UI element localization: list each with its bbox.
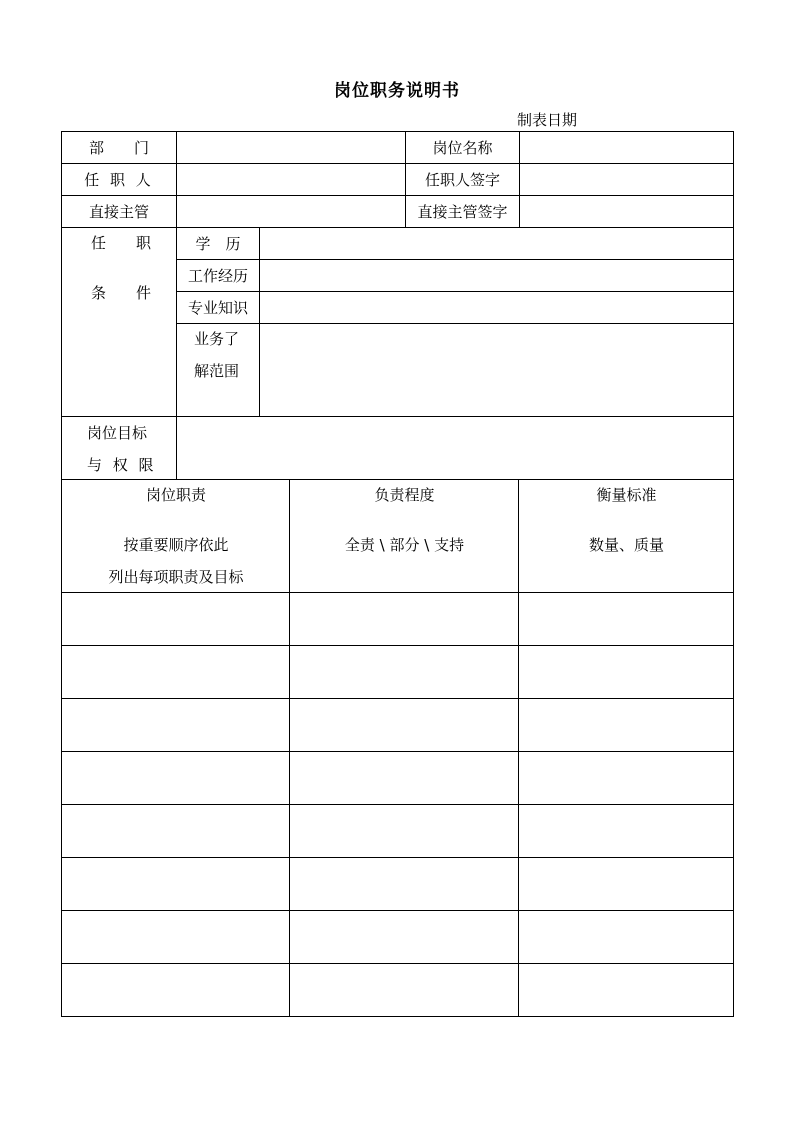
duty-row-2-responsibility[interactable] [62, 646, 290, 699]
business-scope-label-line1: 业务了 [194, 330, 240, 348]
duty-row-3-responsibility[interactable] [62, 699, 290, 752]
incumbent-sign-field[interactable] [520, 164, 734, 196]
goals-label-line1: 岗位目标 [87, 424, 148, 442]
duty-row-5-responsibility[interactable] [62, 805, 290, 858]
department-field[interactable] [177, 132, 406, 164]
work-experience-label [177, 260, 260, 292]
duty-row-7-responsibility[interactable] [62, 911, 290, 964]
duty-row-1-standard[interactable] [519, 593, 734, 646]
incumbent-label-text: 任 职 人 [84, 170, 154, 189]
duty-row-1-responsibility[interactable] [62, 593, 290, 646]
duties-header-col3 [519, 480, 734, 593]
duty-row-8-standard[interactable] [519, 964, 734, 1017]
qualifications-label-line2: 条 件 [91, 284, 152, 302]
supervisor-label [62, 196, 177, 228]
duties-col1-note-line1: 按重要顺序依此 [123, 536, 229, 554]
duty-row-2-standard[interactable] [519, 646, 734, 699]
duty-row-6-degree[interactable] [290, 858, 519, 911]
duty-row-8-degree[interactable] [290, 964, 519, 1017]
incumbent-field[interactable] [177, 164, 406, 196]
duty-row-3-degree[interactable] [290, 699, 519, 752]
qualifications-group-label [62, 228, 177, 417]
duties-col2-note: 全责 \ 部分 \ 支持 [344, 536, 465, 554]
expertise-field[interactable] [260, 292, 734, 324]
department-label-text: 部 门 [88, 138, 149, 157]
duties-col3-title: 衡量标准 [596, 486, 657, 504]
position-name-field[interactable] [520, 132, 734, 164]
date-label: 制表日期 [517, 111, 578, 129]
duty-row-3-standard[interactable] [519, 699, 734, 752]
duty-row-5-standard[interactable] [519, 805, 734, 858]
work-experience-field[interactable] [260, 260, 734, 292]
duty-row-7-standard[interactable] [519, 911, 734, 964]
duties-header-col1 [62, 480, 290, 593]
position-name-label-text: 岗位名称 [432, 138, 493, 157]
supervisor-label-text: 直接主管 [88, 202, 149, 221]
incumbent-sign-label-text: 任职人签字 [424, 170, 500, 189]
duties-col1-title: 岗位职责 [145, 486, 206, 504]
business-scope-field[interactable] [260, 324, 734, 417]
position-name-label [406, 132, 520, 164]
business-scope-label-line2: 解范围 [194, 362, 240, 380]
incumbent-label [62, 164, 177, 196]
education-field[interactable] [260, 228, 734, 260]
duties-col2-title: 负责程度 [374, 486, 435, 504]
form-table [61, 131, 734, 1017]
expertise-label-text: 专业知识 [187, 298, 248, 317]
business-scope-label [177, 324, 260, 417]
supervisor-sign-field[interactable] [520, 196, 734, 228]
duty-row-1-degree[interactable] [290, 593, 519, 646]
education-label [177, 228, 260, 260]
goals-field[interactable] [177, 417, 734, 480]
duty-row-4-degree[interactable] [290, 752, 519, 805]
education-label-text: 学 历 [195, 234, 241, 253]
duties-col1-note-line2: 列出每项职责及目标 [108, 568, 244, 586]
duty-row-6-responsibility[interactable] [62, 858, 290, 911]
duty-row-7-degree[interactable] [290, 911, 519, 964]
duty-row-4-responsibility[interactable] [62, 752, 290, 805]
duties-col3-note: 数量、质量 [588, 536, 664, 554]
supervisor-sign-label-text: 直接主管签字 [417, 202, 508, 221]
supervisor-field[interactable] [177, 196, 406, 228]
document-title: 岗位职务说明书 [334, 81, 460, 101]
department-label [62, 132, 177, 164]
duty-row-5-degree[interactable] [290, 805, 519, 858]
duty-row-6-standard[interactable] [519, 858, 734, 911]
work-experience-label-text: 工作经历 [187, 266, 248, 285]
supervisor-sign-label [406, 196, 520, 228]
duty-row-2-degree[interactable] [290, 646, 519, 699]
duty-row-8-responsibility[interactable] [62, 964, 290, 1017]
qualifications-label-line1: 任 职 [91, 234, 152, 252]
duties-header-col2 [290, 480, 519, 593]
expertise-label [177, 292, 260, 324]
goals-label [62, 417, 177, 480]
duty-row-4-standard[interactable] [519, 752, 734, 805]
goals-label-line2: 与 权 限 [87, 456, 157, 474]
incumbent-sign-label [406, 164, 520, 196]
